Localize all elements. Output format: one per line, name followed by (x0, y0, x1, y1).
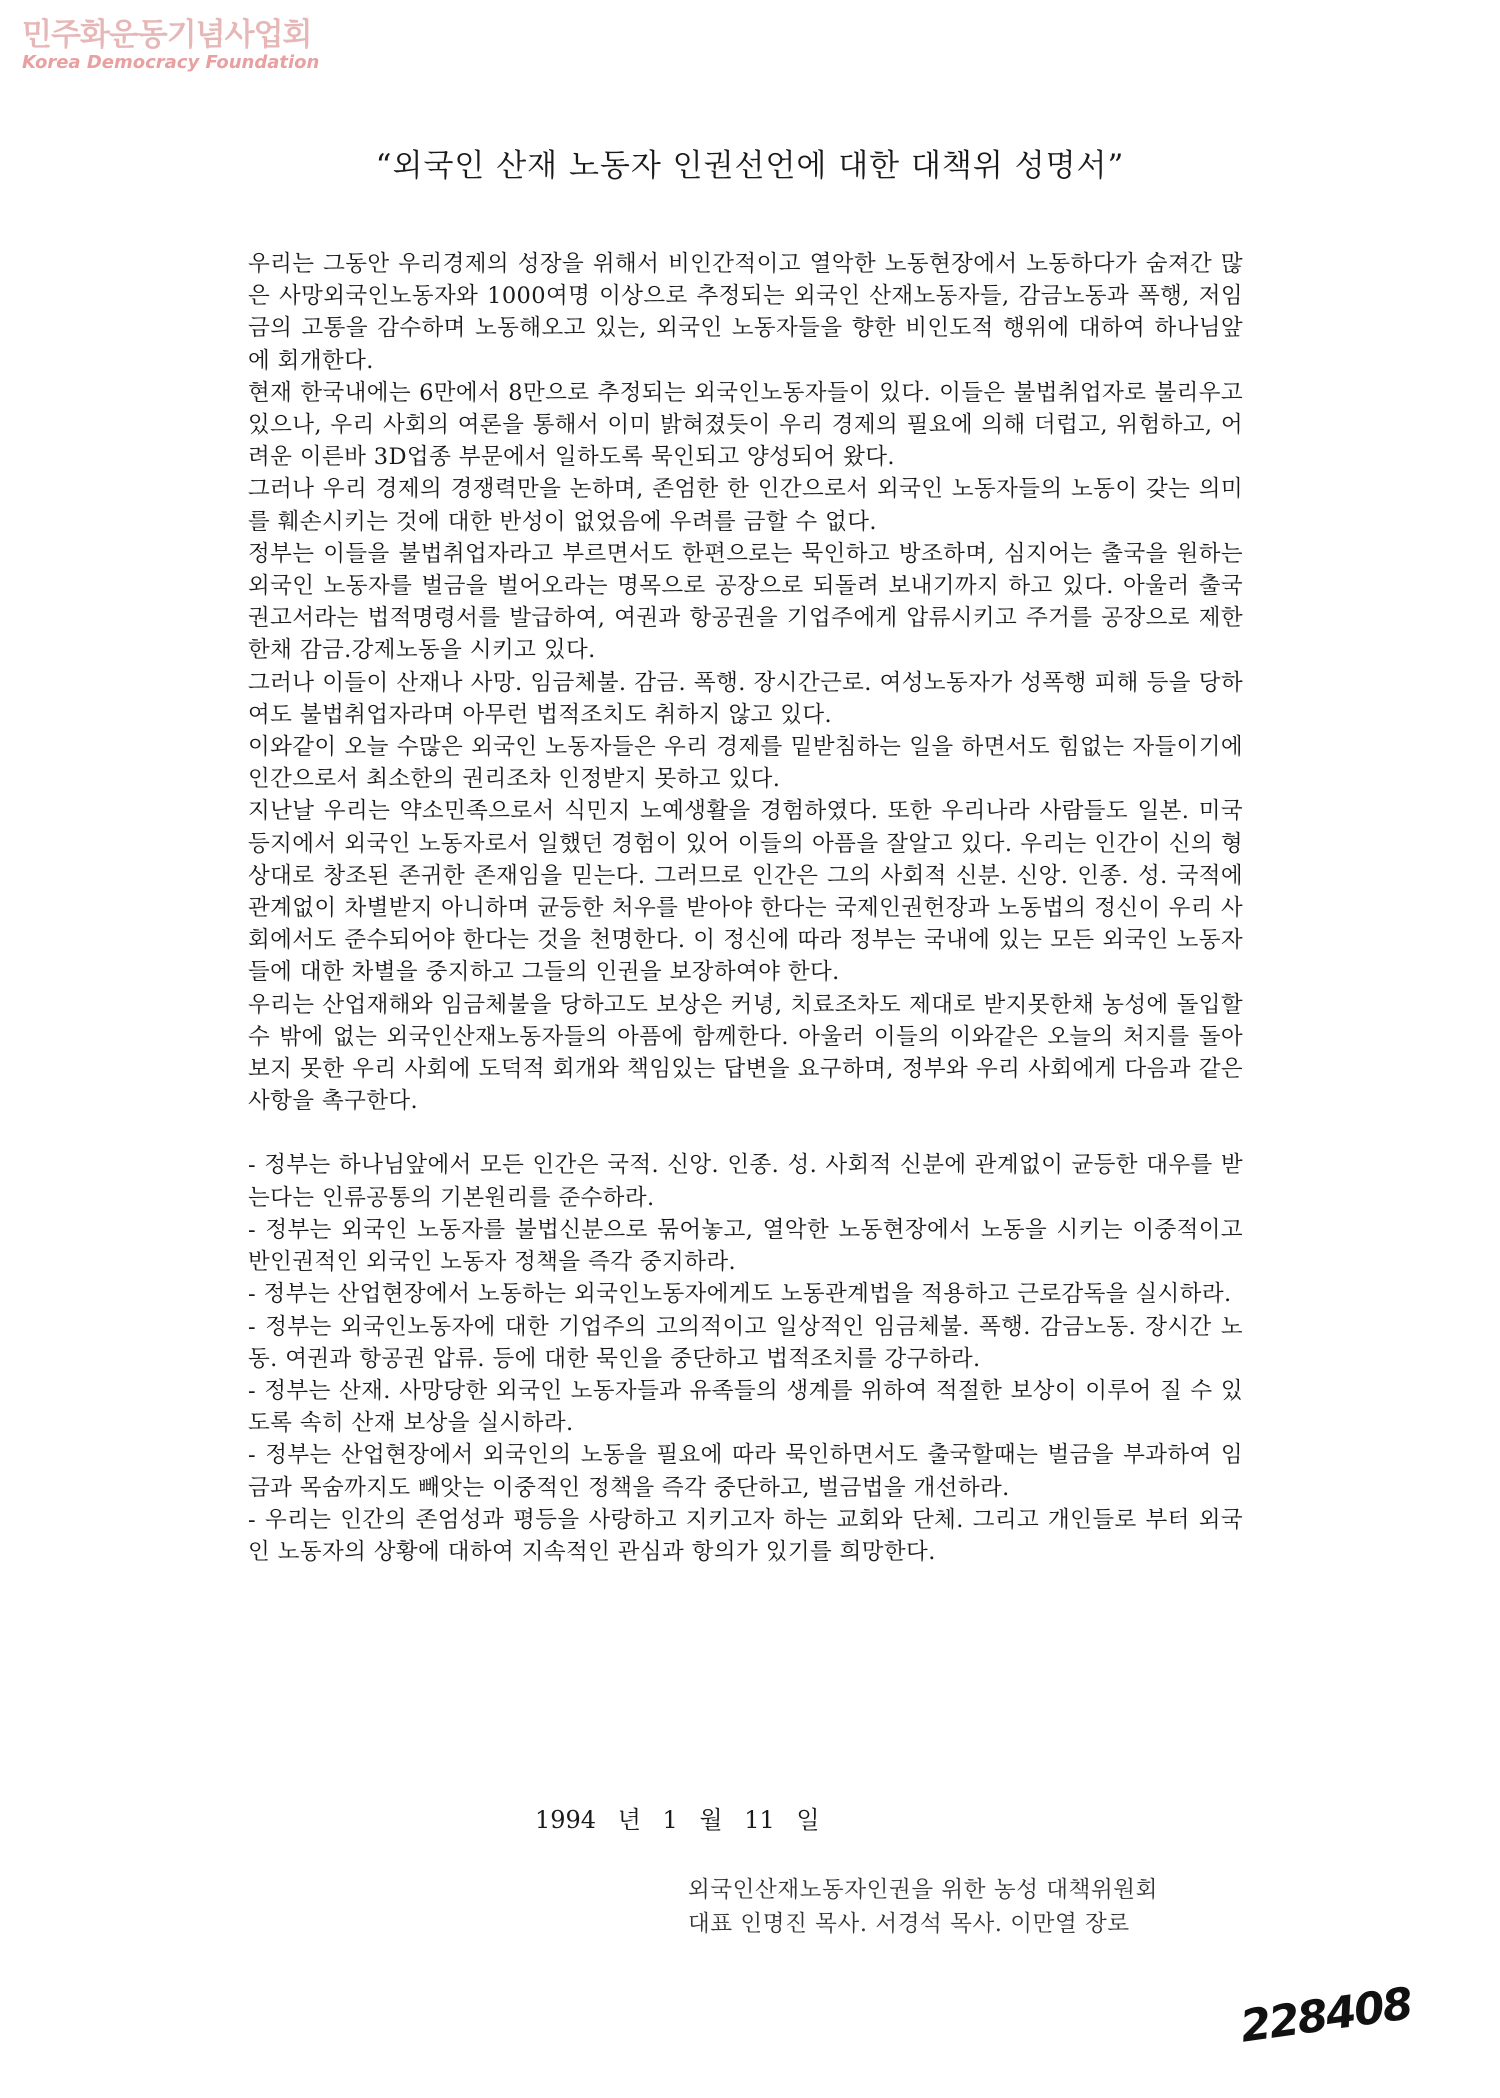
document-title: “외국인 산재 노동자 인권선언에 대한 대책위 성명서” (375, 148, 1125, 184)
paragraph: 이와같이 오늘 수많은 외국인 노동자들은 우리 경제를 밑받침하는 일을 하면서도 힘없는 자들이기에 인간으로서 최소한의 권리조차 인정받지 못하고 있다. (248, 734, 1243, 793)
demand-item: - 정부는 외국인 노동자를 불법신분으로 묶어놓고, 열악한 노동현장에서 노동을 시키는 이중적이고 반인권적인 외국인 노동자 정책을 즉각 중지하라. (248, 1216, 1243, 1276)
paragraph: 정부는 이들을 불법취업자라고 부르면서도 한편으로는 묵인하고 방조하며, 심지어는 출국을 원하는 외국인 노동자를 벌금을 벌어오라는 명목으로 공장으로 되돌려 보내기까지 하고 있다. 아울러 출국권고서라는 법적명령서를 발급하여, 여권과 항공권을 기업주에게 압류시키고 주거를 공장으로 제한한채 감금.강제노동을 시키고 있다. (248, 540, 1243, 664)
foundation-watermark-logo (22, 17, 320, 73)
signature-block (688, 1873, 1158, 1941)
paragraph: 우리는 산업재해와 임금체불을 당하고도 보상은 커녕, 치료조차도 제대로 받지못한채 농성에 돌입할 수 밖에 없는 외국인산재노동자들의 아픔에 함께한다. 아울러 이들의 이와같은 오늘의 처지를 돌아보지 못한 우리 사회에 도덕적 회개와 책임있는 답변을 요구하며, 정부와 우리 사회에게 다음과 같은 사항을 촉구한다. (248, 991, 1243, 1115)
demand-item: - 정부는 외국인노동자에 대한 기업주의 고의적이고 일상적인 임금체불. 폭행. 감금노동. 장시간 노동. 여권과 항공권 압류. 등에 대한 묵인을 중단하고 법적조치를 강구하라. (248, 1313, 1243, 1372)
signature-organization: 외국인산재노동자인권을 위한 농성 대책위원회 (688, 1877, 1158, 1903)
signature-representatives: 대표 인명진 목사. 서경석 목사. 이만열 장로 (688, 1911, 1130, 1937)
paragraph: 그러나 우리 경제의 경쟁력만을 논하며, 존엄한 한 인간으로서 외국인 노동자들의 노동이 갖는 의미를 훼손시키는 것에 대한 반성이 없었음에 우려를 금할 수 없다. (248, 476, 1243, 535)
paragraph: 그러나 이들이 산재나 사망. 임금체불. 감금. 폭행. 장시간근로. 여성노동자가 성폭행 피해 등을 당하여도 불법취업자라며 아무런 법적조치도 취하지 않고 있다. (248, 669, 1243, 728)
statement-body (248, 248, 1243, 1568)
handwritten-archive-number: 228408 (1237, 1978, 1415, 2053)
statement-date: 1994 년 1 월 11 일 (535, 1806, 820, 1834)
demand-item: - 정부는 산업현장에서 노동하는 외국인노동자에게도 노동관계법을 적용하고 근로감독을 실시하라. (248, 1281, 1232, 1308)
watermark-korean: 민주화운동기념사업회 (22, 17, 312, 53)
demand-item: - 정부는 산재. 사망당한 외국인 노동자들과 유족들의 생계를 위하여 적절한 보상이 이루어 질 수 있도록 속히 산재 보상을 실시하라. (248, 1377, 1243, 1437)
demand-item: - 정부는 산업현장에서 외국인의 노동을 필요에 따라 묵인하면서도 출국할때는 벌금을 부과하여 임금과 목숨까지도 빼앗는 이중적인 정책을 즉각 중단하고, 벌금법을 개선하라. (248, 1442, 1243, 1501)
paragraph: 현재 한국내에는 6만에서 8만으로 추정되는 외국인노동자들이 있다. 이들은 불법취업자로 불리우고 있으나, 우리 사회의 여론을 통해서 이미 밝혀졌듯이 우리 경제의 필요에 의해 더럽고, 위험하고, 어려운 이른바 3D업종 부문에서 일하도록 묵인되고 양성되어 왔다. (248, 379, 1243, 471)
demand-item: - 우리는 인간의 존엄성과 평등을 사랑하고 지키고자 하는 교회와 단체. 그리고 개인들로 부터 외국인 노동자의 상황에 대하여 지속적인 관심과 항의가 있기를 희망한다. (248, 1506, 1243, 1565)
paragraph: 우리는 그동안 우리경제의 성장을 위해서 비인간적이고 열악한 노동현장에서 노동하다가 숨져간 많은 사망외국인노동자와 1000여명 이상으로 추정되는 외국인 산재노동자들, 감금노동과 폭행, 저임금의 고통을 감수하며 노동해오고 있는, 외국인 노동자들을 향한 비인도적 행위에 대하여 하나님앞에 회개한다. (248, 251, 1243, 374)
paragraph: 지난날 우리는 약소민족으로서 식민지 노예생활을 경험하였다. 또한 우리나라 사람들도 일본. 미국등지에서 외국인 노동자로서 일했던 경험이 있어 이들의 아픔을 잘알고 있다. 우리는 인간이 신의 형상대로 창조된 존귀한 존재임을 믿는다. 그러므로 인간은 그의 사회적 신분. 신앙. 인종. 성. 국적에 관계없이 차별받지 아니하며 균등한 처우를 받아야 한다는 국제인권헌장과 노동법의 정신이 우리 사회에서도 준수되어야 한다는 것을 천명한다. 이 정신에 따라 정부는 국내에 있는 모든 외국인 노동자들에 대한 차별을 중지하고 그들의 인권을 보장하여야 한다. (248, 798, 1243, 986)
demand-item: - 정부는 하나님앞에서 모든 인간은 국적. 신앙. 인종. 성. 사회적 신분에 관계없이 균등한 대우를 받는다는 인류공통의 기본원리를 준수하라. (248, 1152, 1243, 1211)
watermark-english: Korea Democracy Foundation (22, 52, 320, 73)
demands-list (248, 1149, 1243, 1568)
